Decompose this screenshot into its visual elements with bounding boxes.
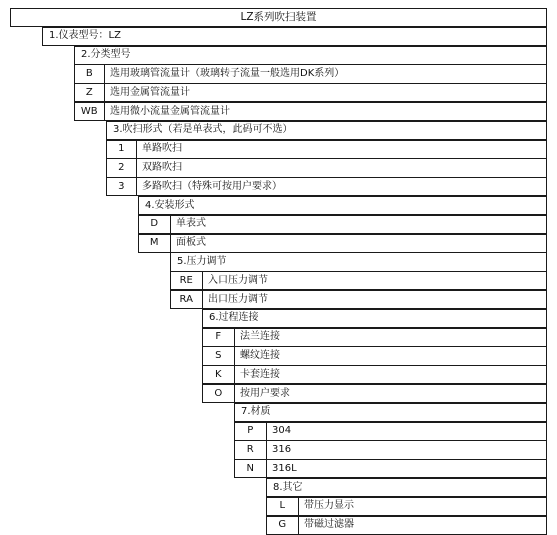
- option-description: 304: [266, 422, 547, 441]
- section-heading: 5.压力调节: [170, 252, 547, 271]
- option-description: 单表式: [170, 215, 547, 234]
- option-description: 入口压力调节: [202, 271, 547, 290]
- option-description: 带磁过滤器: [298, 516, 547, 535]
- option-code: S: [202, 346, 235, 365]
- option-code: RA: [170, 290, 203, 309]
- option-code: RE: [170, 271, 203, 290]
- option-description: 双路吹扫: [136, 158, 547, 177]
- option-code: N: [234, 459, 267, 478]
- option-description: 螺纹连接: [234, 346, 547, 365]
- option-description: 面板式: [170, 234, 547, 253]
- option-description: 出口压力调节: [202, 290, 547, 309]
- option-description: 卡套连接: [234, 365, 547, 384]
- option-code: 2: [106, 158, 137, 177]
- option-description: 选用金属管流量计: [104, 83, 547, 102]
- section-heading: 1.仪表型号：LZ: [42, 27, 547, 46]
- option-description: 多路吹扫（特殊可按用户要求）: [136, 177, 547, 196]
- section-heading: 6.过程连接: [202, 309, 547, 328]
- option-code: R: [234, 440, 267, 459]
- option-description: 按用户要求: [234, 384, 547, 403]
- option-description: 单路吹扫: [136, 140, 547, 159]
- section-heading: 2.分类型号: [74, 46, 547, 65]
- option-code: 1: [106, 140, 137, 159]
- section-heading: 8.其它: [266, 478, 547, 497]
- table-title: LZ系列吹扫装置: [10, 8, 547, 27]
- section-heading: 3.吹扫形式（若是单表式，此码可不选）: [106, 121, 547, 140]
- option-code: F: [202, 328, 235, 347]
- option-code: L: [266, 497, 299, 516]
- option-code: 3: [106, 177, 137, 196]
- option-code: M: [138, 234, 171, 253]
- option-description: 选用微小流量金属管流量计: [104, 102, 547, 121]
- option-code: K: [202, 365, 235, 384]
- option-code: Z: [74, 83, 105, 102]
- section-heading: 7.材质: [234, 403, 547, 422]
- section-heading: 4.安装形式: [138, 196, 547, 215]
- option-description: 316L: [266, 459, 547, 478]
- option-description: 选用玻璃管流量计（玻璃转子流量一般选用DK系列）: [104, 64, 547, 83]
- option-code: WB: [74, 102, 105, 121]
- option-code: D: [138, 215, 171, 234]
- option-code: O: [202, 384, 235, 403]
- option-description: 316: [266, 440, 547, 459]
- option-code: B: [74, 64, 105, 83]
- option-description: 法兰连接: [234, 328, 547, 347]
- option-code: G: [266, 516, 299, 535]
- option-description: 带压力显示: [298, 497, 547, 516]
- option-code: P: [234, 422, 267, 441]
